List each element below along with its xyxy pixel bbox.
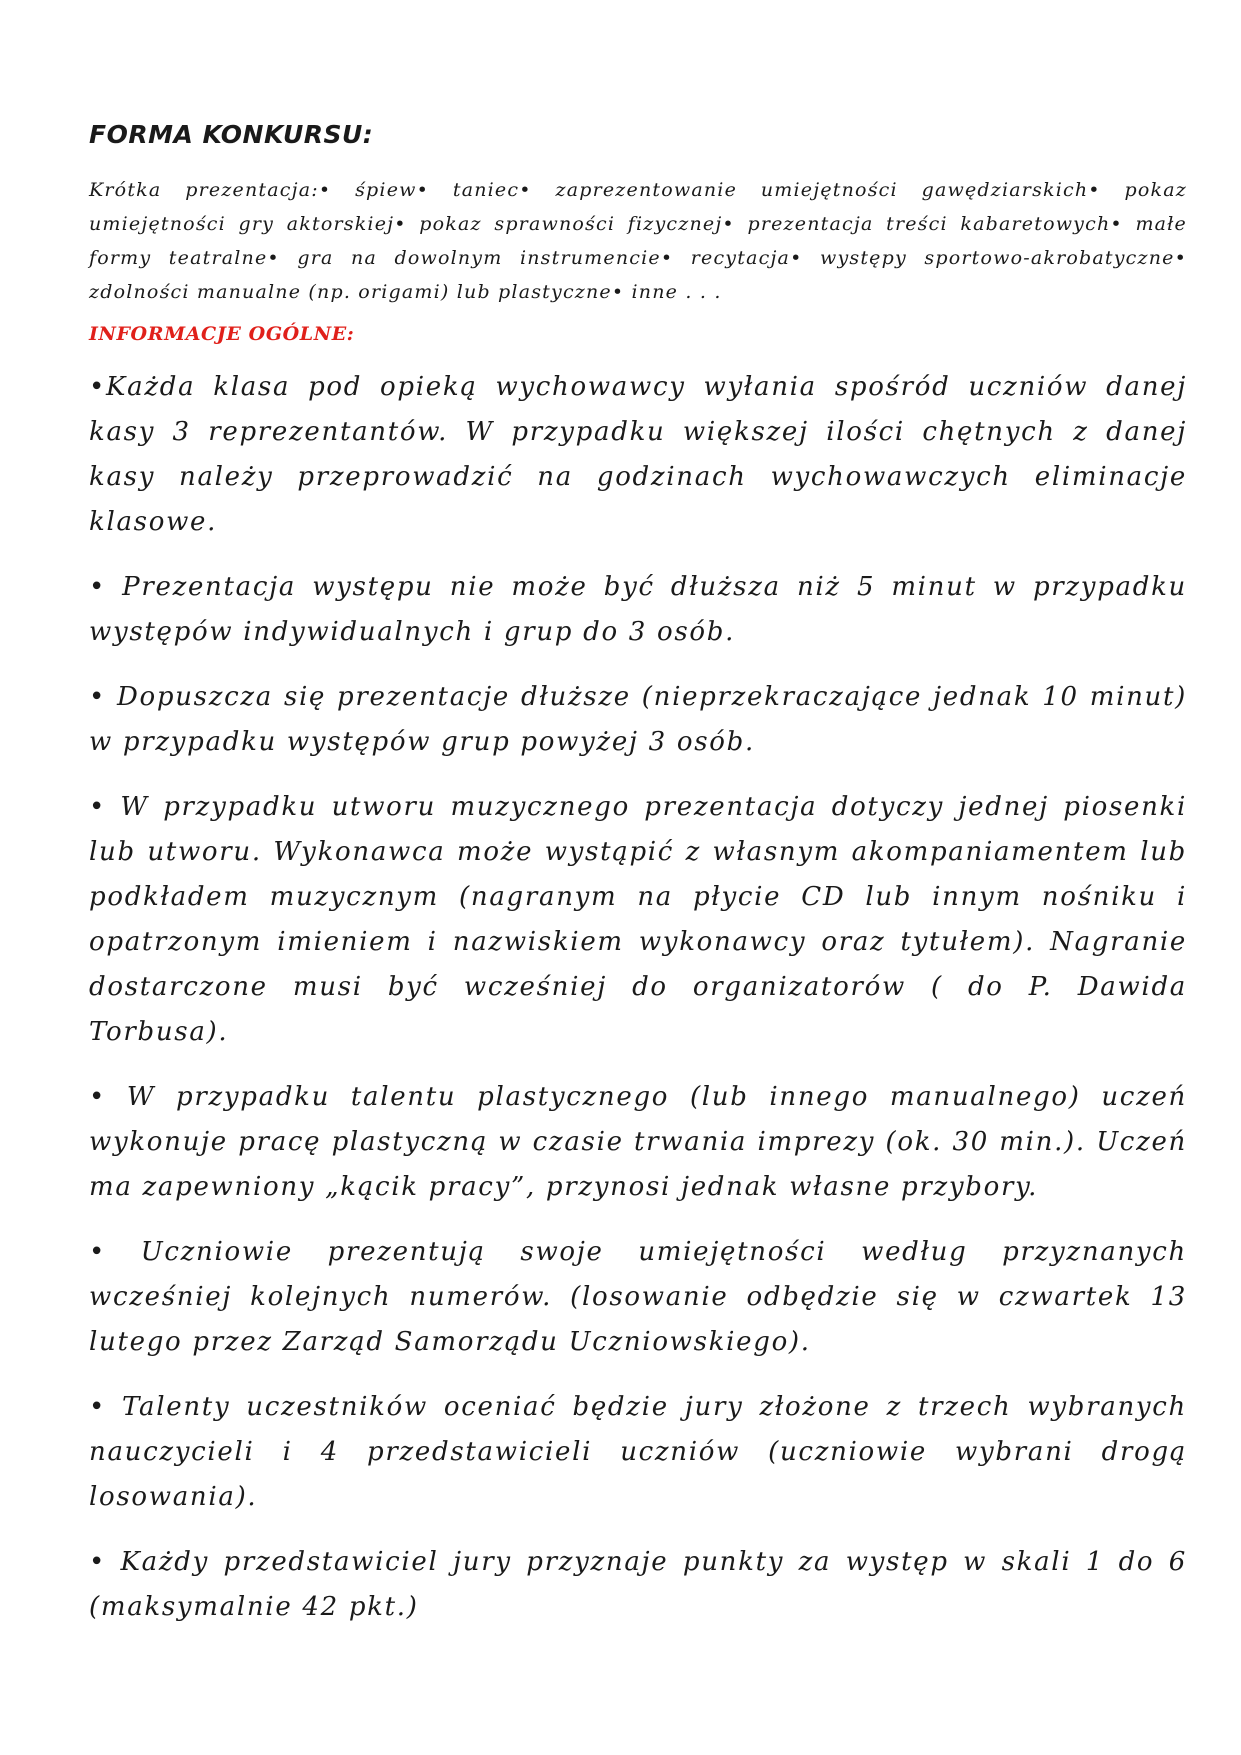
document-page — [89, 120, 1187, 1650]
rule-item: • Dopuszcza się prezentacje dłuższe (nieprzekraczające jednak 10 minut) w przypadku występów grup powyżej 3 osób. — [89, 682, 1187, 757]
rule-item: • Talenty uczestników oceniać będzie jury złożone z trzech wybranych nauczycieli i 4 przedstawicieli uczniów (uczniowie wybrani drogą losowania). — [89, 1392, 1187, 1512]
intro-paragraph: Krótka prezentacja:• śpiew• taniec• zaprezentowanie umiejętności gawędziarskich• pokaz umiejętności gry aktorskiej• pokaz sprawności fizycznej• prezentacja treści kabaretowych• małe formy teatralne• gra na dowolnym instrumencie• recytacja• występy sportowo-akrobatyczne• zdolności manualne (np. origami) lub plastyczne• inne . . . — [89, 179, 1187, 303]
rule-item: •Każda klasa pod opieką wychowawcy wyłania spośród uczniów danej kasy 3 reprezentantów. W przypadku większej ilości chętnych z danej kasy należy przeprowadzić na godzinach wychowawczych eliminacje klasowe. — [89, 372, 1187, 537]
rule-item: • Uczniowie prezentują swoje umiejętności według przyznanych wcześniej kolejnych numerów. (losowanie odbędzie się w czwartek 13 lutego przez Zarząd Samorządu Uczniowskiego). — [89, 1237, 1187, 1357]
rule-item: • W przypadku talentu plastycznego (lub innego manualnego) uczeń wykonuje pracę plastyczną w czasie trwania imprezy (ok. 30 min.). Uczeń ma zapewniony „kącik pracy”, przynosi jednak własne przybory. — [89, 1082, 1187, 1202]
page-heading: FORMA KONKURSU: — [89, 120, 374, 149]
rule-item: • Każdy przedstawiciel jury przyznaje punkty za występ w skali 1 do 6 (maksymalnie 42 pkt.) — [89, 1547, 1187, 1622]
section-title: INFORMACJE OGÓLNE: — [89, 323, 355, 345]
rule-item: • W przypadku utworu muzycznego prezentacja dotyczy jednej piosenki lub utworu. Wykonawca może wystąpić z własnym akompaniamentem lub podkładem muzycznym (nagranym na płycie CD lub innym nośniku i opatrzonym imieniem i nazwiskiem wykonawcy oraz tytułem). Nagranie dostarczone musi być wcześniej do organizatorów ( do P. Dawida Torbusa). — [89, 792, 1187, 1047]
rule-item: • Prezentacja występu nie może być dłuższa niż 5 minut w przypadku występów indywidualnych i grup do 3 osób. — [89, 572, 1187, 647]
